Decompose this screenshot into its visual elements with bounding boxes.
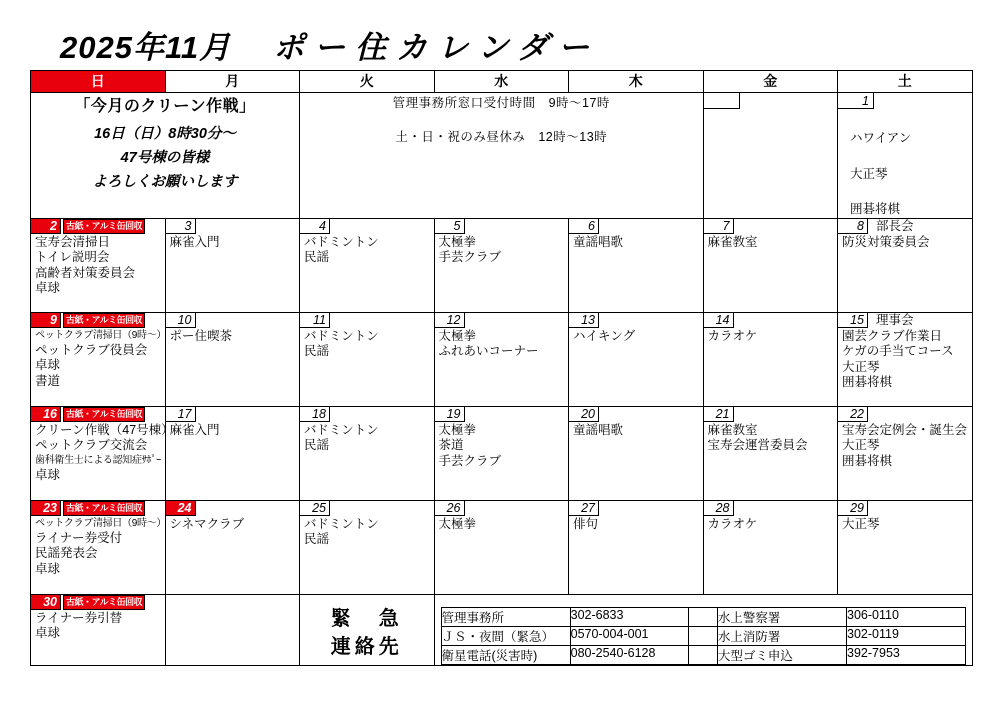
day-cell-23: [31, 500, 166, 594]
weekday-sun: 日: [31, 71, 166, 93]
day-number-10: 10: [166, 313, 196, 328]
day-number-28: 28: [704, 501, 734, 516]
day-number-20: 20: [569, 407, 599, 422]
day-number-11: 11: [300, 313, 330, 328]
clean-operation-request: よろしくお願いします: [92, 174, 238, 190]
day-cell-13: [569, 312, 704, 406]
day-events-16: [31, 422, 174, 484]
event-item: バドミントン: [304, 328, 379, 343]
day-events-15: [838, 328, 972, 391]
day-events-14: [704, 328, 838, 345]
day-cell-12: [434, 312, 569, 406]
event-item: カラオケ: [707, 516, 758, 531]
event-item: バドミントン: [304, 516, 379, 531]
event-item: トイレ説明会: [35, 250, 110, 264]
day-cell-10: [165, 312, 300, 406]
table-row: [441, 626, 965, 645]
event-item: 囲碁将棋: [850, 202, 901, 216]
day-number-21: 21: [704, 407, 734, 422]
event-item: 高齢者対策委員会: [35, 265, 136, 280]
event-item: 大正琴: [842, 359, 880, 374]
day-number-3: 3: [166, 219, 196, 234]
week-row-6: [31, 594, 973, 665]
table-row: [441, 607, 965, 626]
contact-name: 衛星電話(災害時): [441, 645, 570, 664]
day-cell-14: [703, 312, 838, 406]
office-lunch-text: 土・日・祝のみ昼休み 12時〜13時: [395, 130, 608, 144]
day-cell-9: [31, 312, 166, 406]
event-item: 大正琴: [842, 516, 880, 531]
event-item: バドミントン: [304, 422, 379, 437]
table-row: [441, 645, 965, 664]
event-item: 太極拳: [438, 516, 477, 531]
event-item: ペットクラブ役員会: [35, 342, 148, 357]
event-item: 宝寿会運営委員会: [707, 438, 808, 452]
day-number-27: 27: [569, 501, 599, 516]
weekday-thu: 木: [569, 71, 704, 93]
day-events-26: [435, 516, 569, 533]
title-main: ポー住カレンダー: [273, 29, 600, 65]
event-item: 卓球: [35, 467, 61, 482]
day-events-1: [838, 93, 972, 218]
event-item: 手芸クラブ: [438, 453, 502, 468]
day-events-21: [704, 422, 838, 454]
recycle-badge: 古紙・アルミ缶回収: [63, 219, 145, 234]
day-events-28: [704, 516, 838, 533]
day-cell-17: [165, 406, 300, 500]
day-number-9: 9: [31, 313, 61, 328]
day-cell-15: [838, 312, 973, 406]
event-item: 園芸クラブ作業日: [842, 328, 943, 343]
event-item: 童謡唱歌: [573, 422, 624, 437]
event-item: 大正琴: [850, 166, 888, 181]
event-item: 手芸クラブ: [438, 250, 502, 264]
day-events-7: [704, 234, 838, 251]
weekday-sat: 土: [838, 71, 973, 93]
day-cell-24: [165, 500, 300, 594]
day-events-25: [300, 516, 434, 548]
week-row-2: [31, 218, 973, 312]
day-number-30: 30: [31, 595, 61, 610]
day-events-24: [166, 516, 300, 533]
event-item: 囲碁将棋: [842, 453, 893, 468]
event-item: 童謡唱歌: [573, 234, 624, 249]
emergency-contact-label-cell: [300, 594, 435, 665]
recycle-badge: 古紙・アルミ缶回収: [63, 595, 145, 610]
day-number-4: 4: [300, 219, 330, 234]
clean-operation-title: 「今月のクリーン作戦」: [74, 98, 256, 115]
contact-number: 306-0110: [847, 607, 965, 626]
event-item: 大正琴: [842, 438, 880, 452]
contact-number: 392-7953: [847, 645, 965, 664]
event-item: ケガの手当てコース: [842, 344, 954, 358]
spacer: [689, 626, 718, 645]
day-number-box-blank: [704, 93, 740, 109]
day-events-13: [569, 328, 703, 345]
day-events-22: [838, 422, 972, 470]
event-item: 防災対策委員会: [842, 234, 930, 249]
day-cell-28: [703, 500, 838, 594]
day-number-23: 23: [31, 501, 61, 516]
day-number-7: 7: [704, 219, 734, 234]
event-item: 卓球: [35, 561, 61, 576]
event-item: 卓球: [35, 281, 61, 295]
page-title: [60, 20, 940, 68]
week-row-3: [31, 312, 973, 406]
event-item: 俳句: [573, 516, 599, 531]
day-number-24: 24: [166, 501, 196, 516]
day-cell-1: [838, 93, 973, 219]
day-events-11: [300, 328, 434, 360]
event-item: 囲碁将棋: [842, 375, 893, 389]
event-item: 麻雀教室: [707, 234, 758, 249]
event-item: カラオケ: [707, 328, 758, 343]
day-cell-16: [31, 406, 174, 500]
day-cell-4: [300, 218, 435, 312]
day-number-22: 22: [838, 407, 868, 422]
day-number-2: 2: [31, 219, 61, 234]
day-cell-3: [165, 218, 300, 312]
weekday-tue: 火: [300, 71, 435, 93]
event-item: 民謡: [304, 344, 330, 358]
event-item: ライナー券受付: [35, 530, 123, 545]
day-cell-30: [31, 594, 166, 665]
day-cell-21: [703, 406, 838, 500]
day-number-1: 1: [838, 93, 874, 109]
event-item: ペットクラブ交流会: [35, 438, 148, 452]
office-hours-text: 管理事務所窓口受付時間 9時〜17時: [392, 96, 610, 110]
day-number-14: 14: [704, 313, 734, 328]
day-events-17: [166, 422, 300, 439]
event-item: 茶道: [438, 438, 464, 452]
day-events-9: [31, 328, 165, 390]
day-events-27: [569, 516, 703, 533]
event-item: 民謡: [304, 532, 330, 546]
clean-operation-banner: [31, 93, 300, 219]
event-item: 太極拳: [438, 422, 477, 437]
day-events-8: [838, 234, 972, 251]
weekday-fri: 金: [703, 71, 838, 93]
spacer: [689, 645, 718, 664]
contact-number: 0570-004-001: [570, 626, 688, 645]
event-item: 民謡発表会: [35, 546, 98, 560]
day-events-23: [31, 516, 165, 578]
event-item: ふれあいコーナー: [438, 344, 539, 358]
day-events-30: [31, 610, 165, 642]
day-cell-blank-mon: [165, 594, 300, 665]
day-number-16: 16: [31, 407, 61, 422]
day-cell-19: [434, 406, 569, 500]
weekday-mon: 月: [165, 71, 300, 93]
day-number-17: 17: [166, 407, 196, 422]
week-row-5: [31, 500, 973, 594]
event-item: 卓球: [35, 626, 61, 640]
day-cell-5: [434, 218, 569, 312]
clean-operation-target: 47号棟の皆様: [120, 150, 210, 166]
contact-name: ＪＳ・夜間（緊急）: [441, 626, 570, 645]
event-item: シネマクラブ: [169, 516, 245, 531]
day-cell-22: [838, 406, 973, 500]
week-row-1: [31, 93, 973, 219]
day-events-2: [31, 234, 165, 297]
day-number-8: 8: [838, 219, 868, 234]
contact-number: 302-6833: [570, 607, 688, 626]
recycle-badge: 古紙・アルミ缶回収: [63, 313, 145, 328]
event-item: バドミントン: [304, 234, 379, 249]
contact-name: 管理事務所: [441, 607, 570, 626]
day-cell-7: [703, 218, 838, 312]
day-number-15: 15: [838, 313, 868, 328]
day-cell-25: [300, 500, 435, 594]
week-row-4: [31, 406, 973, 500]
day-number-12: 12: [435, 313, 465, 328]
day-events-18: [300, 422, 434, 454]
event-item: 太極拳: [438, 234, 477, 249]
weekday-wed: 水: [434, 71, 569, 93]
day-events-10: [166, 328, 300, 345]
day-header-event: 部長会: [876, 218, 914, 233]
title-date: 2025年11月: [60, 29, 232, 65]
day-events-3: [166, 234, 300, 251]
day-number-13: 13: [569, 313, 599, 328]
day-events-12: [435, 328, 569, 360]
contact-name: 水上警察署: [717, 607, 846, 626]
event-item: ハイキング: [573, 328, 636, 343]
day-cell-20: [569, 406, 704, 500]
event-item: ペットクラブ清掃日（9時〜）: [35, 517, 167, 529]
day-cell-6: [569, 218, 704, 312]
contact-number: 302-0119: [847, 626, 965, 645]
day-cell-27: [569, 500, 704, 594]
event-item: 歯科衛生士による認知症ｻﾎﾟｰ: [35, 454, 161, 466]
clean-operation-date: 16日（日）8時30分〜: [94, 126, 236, 142]
event-item: ライナー券引替: [35, 610, 123, 625]
event-item: 麻雀教室: [707, 422, 758, 437]
weekday-header-row: [31, 71, 973, 93]
event-item: ポー住喫茶: [169, 328, 233, 343]
day-number-6: 6: [569, 219, 599, 234]
day-number-26: 26: [435, 501, 465, 516]
event-item: 宝寿会清掃日: [35, 234, 111, 249]
event-item: ペットクラブ清掃日（9時〜）: [35, 329, 167, 341]
event-item: 書道: [35, 373, 61, 388]
day-cell-empty-fri: [703, 93, 838, 219]
day-number-29: 29: [838, 501, 868, 516]
day-number-5: 5: [435, 219, 465, 234]
event-item: クリーン作戦（47号棟）: [35, 422, 174, 437]
emergency-contact-table: [441, 607, 966, 665]
day-cell-8: [838, 218, 973, 312]
recycle-badge: 古紙・アルミ缶回収: [63, 501, 145, 516]
event-item: 麻雀入門: [169, 234, 220, 249]
contact-name: 大型ゴミ申込: [717, 645, 846, 664]
emergency-label-line1: 緊 急: [330, 607, 403, 630]
event-item: 卓球: [35, 358, 61, 372]
contact-number: 080-2540-6128: [570, 645, 688, 664]
day-cell-11: [300, 312, 435, 406]
day-events-4: [300, 234, 434, 266]
day-events-6: [569, 234, 703, 251]
day-number-18: 18: [300, 407, 330, 422]
day-cell-26: [434, 500, 569, 594]
day-cell-2: [31, 218, 166, 312]
day-cell-29: [838, 500, 973, 594]
day-events-29: [838, 516, 972, 533]
day-events-20: [569, 422, 703, 439]
day-events-5: [435, 234, 569, 266]
day-events-19: [435, 422, 569, 470]
contact-name: 水上消防署: [717, 626, 846, 645]
office-hours-banner: [300, 93, 704, 219]
day-number-25: 25: [300, 501, 330, 516]
emergency-label-line2: 連絡先: [330, 635, 403, 658]
recycle-badge: 古紙・アルミ缶回収: [63, 407, 145, 422]
event-item: 民謡: [304, 250, 330, 264]
day-number-19: 19: [435, 407, 465, 422]
emergency-contact-table-cell: [434, 594, 972, 665]
event-item: 民謡: [304, 438, 330, 452]
spacer: [689, 607, 718, 626]
event-item: ハワイアン: [850, 131, 912, 145]
day-header-event: 理事会: [876, 312, 914, 327]
event-item: 麻雀入門: [169, 422, 220, 437]
event-item: 宝寿会定例会・誕生会: [842, 422, 968, 437]
day-cell-18: [300, 406, 435, 500]
event-item: 太極拳: [438, 328, 477, 343]
calendar-table: [30, 70, 973, 666]
